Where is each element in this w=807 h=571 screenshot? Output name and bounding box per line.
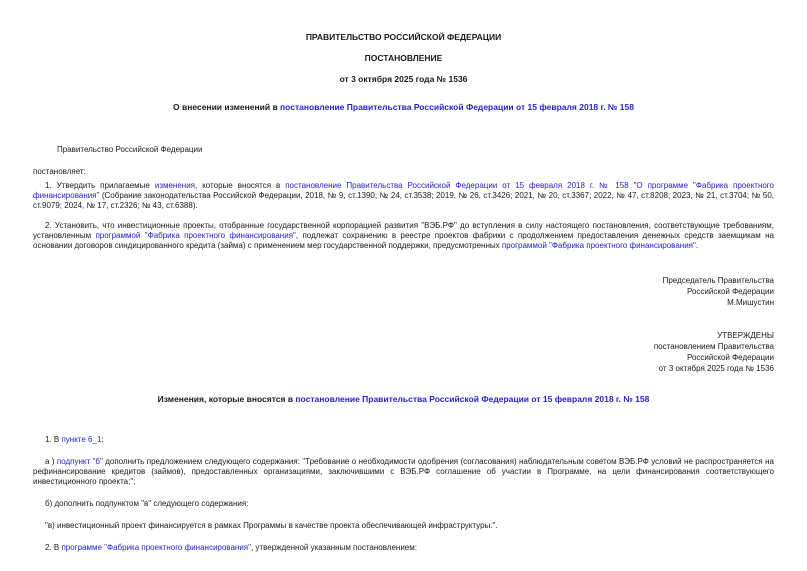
signature-block: [33, 275, 774, 308]
doc-title-link[interactable]: постановление Правительства Российской Федерации от 15 февраля 2018 г. № 158: [280, 102, 634, 112]
amendments-heading-link[interactable]: постановление Правительства Российской Федерации от 15 февраля 2018 г. № 158: [295, 394, 650, 404]
amendment-p1-link-point-6-1[interactable]: пункте 6_1: [61, 435, 102, 444]
doc-date-number: от 3 октября 2025 года № 1536: [339, 74, 468, 84]
amendment-p5: [33, 543, 774, 553]
amendment-p2: [33, 457, 774, 487]
item1-text-3: (Собрание законодательства Российской Федерации, 2018, № 9, ст.1390; № 24, ст.3538; 2019, № 26, ст.3426; 2021, № 20, ст.3367; 2022, № 47, ст.8208; 2023, № 21, ст.3704; № 50, ст.9079; 2024, № 17, ст.2326; № 43, ст.6388).: [33, 191, 774, 210]
item1-link-changes[interactable]: изменения: [154, 181, 196, 190]
item2-text-3: .: [695, 241, 699, 250]
doc-title: [33, 102, 774, 113]
approval-line-3: Российской Федерации: [687, 353, 774, 362]
preamble-line: Правительство Российской Федерации: [57, 145, 203, 154]
resolves-line: постановляет:: [33, 167, 86, 176]
signature-line-2: Российской Федерации: [687, 287, 774, 296]
amendment-p5-text-2: , утвержденной указанным постановлением:: [250, 543, 417, 552]
amendment-p2-link-subpoint-b[interactable]: подпункт "б": [56, 457, 103, 466]
approval-line-1: УТВЕРЖДЕНЫ: [717, 331, 774, 340]
doc-type: ПОСТАНОВЛЕНИЕ: [364, 53, 443, 63]
signature-line-1: Председатель Правительства: [662, 276, 774, 285]
amendments-heading-prefix: Изменения, которые вносятся в: [157, 394, 296, 404]
item2-text-2: , подлежат сохранению в реестре проектов фабрики с продолжением предоставления денежных средств заемщикам на основании договоров синдицированного кредита (займа) с применением мер государственной поддержки, предусмотренных: [33, 231, 774, 250]
item2-text-1: 2. Установить, что инвестиционные проекты, отобранные государственной корпорацией развития "ВЭБ.РФ" до вступления в силу настоящего постановления, соответствующие требованиям, установленным: [33, 221, 774, 240]
amendment-p1-text-2: :: [101, 435, 104, 444]
item1-link-resolution-158[interactable]: постановление Правительства Российской Федерации от 15 февраля 2018 г. № 158 "О программе "Фабрика проектного финансирования": [33, 181, 774, 200]
approval-line-4: от 3 октября 2025 года № 1536: [658, 364, 774, 373]
approval-line-2: постановлением Правительства: [653, 342, 774, 351]
org-name: ПРАВИТЕЛЬСТВО РОССИЙСКОЙ ФЕДЕРАЦИИ: [305, 32, 502, 42]
paragraph-item-2: [33, 221, 774, 251]
doc-title-prefix: О внесении изменений в: [173, 102, 281, 112]
paragraph-item-1: [33, 181, 774, 211]
amendment-p3: б) дополнить подпунктом "в" следующего содержания:: [45, 499, 249, 508]
item2-link-program-1[interactable]: программой "Фабрика проектного финансирования": [95, 231, 296, 240]
amendment-p2-text-2: дополнить предложением следующего содержания: "Требование о необходимости одобрения (согласования) наблюдательным советом ВЭБ.РФ условий не распространяется на рефинансирование кредитов (займов), предоставленных организациями, заключившими с ВЭБ.РФ соглашение об участии в Программе, на цели финансирования соответствующего инвестиционного проекта;";: [33, 457, 774, 486]
document-header: [33, 32, 774, 84]
item1-text-1: 1. Утвердить прилагаемые: [45, 181, 155, 190]
amendment-p5-link-program[interactable]: программе "Фабрика проектного финансирования": [61, 543, 251, 552]
item2-link-program-2[interactable]: программой "Фабрика проектного финансирования": [501, 241, 696, 250]
amendment-p1: [33, 435, 774, 445]
amendment-p4: "в) инвестиционный проект финансируется в рамках Программы в качестве проекта обеспечивающей инфраструктуры.".: [45, 521, 498, 530]
amendment-p2-text-1: а ): [45, 457, 57, 466]
signature-name: М.Мишустин: [727, 298, 774, 307]
item1-text-2: , которые вносятся в: [195, 181, 286, 190]
amendments-heading: [33, 394, 774, 405]
amendment-p1-text-1: 1. В: [45, 435, 62, 444]
amendment-p5-text-1: 2. В: [45, 543, 62, 552]
approval-block: [33, 330, 774, 374]
